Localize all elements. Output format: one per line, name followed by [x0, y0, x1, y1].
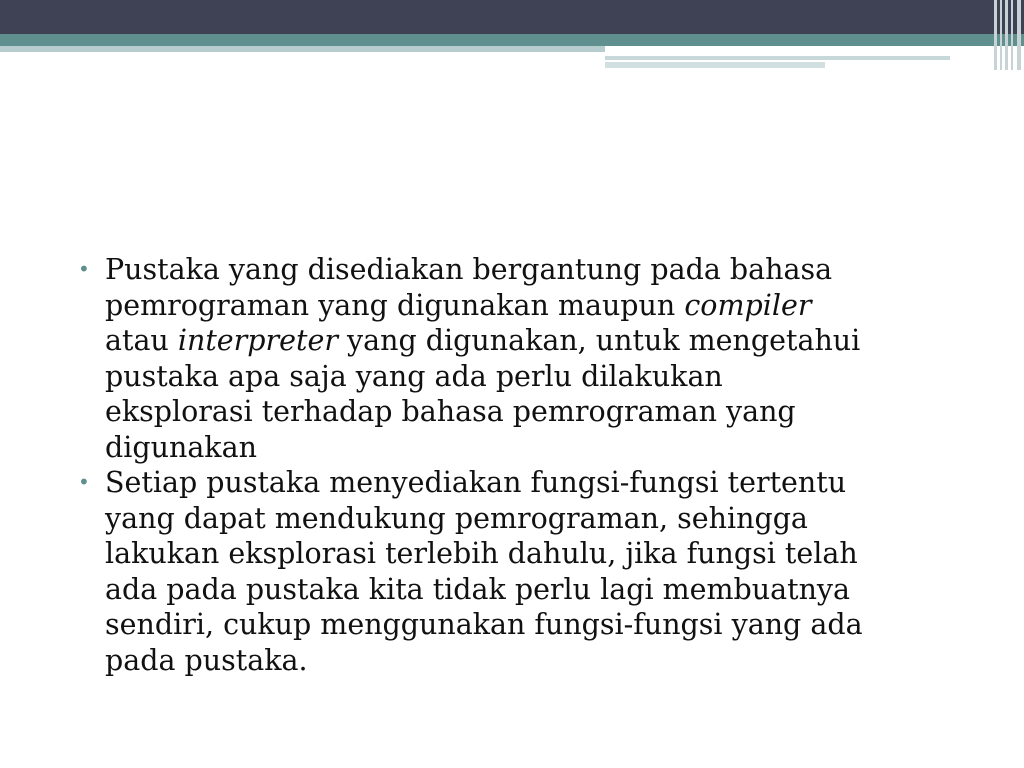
- text-line: eksplorasi terhadap bahasa pemrograman yang: [105, 395, 796, 428]
- bullet-icon: •: [78, 257, 90, 281]
- bullet-icon: •: [78, 470, 90, 494]
- text-run-italic: compiler: [684, 288, 812, 322]
- text-run: atau: [105, 324, 178, 357]
- text-line: digunakan: [105, 430, 257, 464]
- text-line: Setiap pustaka menyediakan fungsi-fungsi tertentu: [105, 466, 847, 499]
- text-line: sendiri, cukup menggunakan fungsi-fungsi yang ada: [105, 608, 863, 641]
- text-run-italic: interpreter: [177, 324, 338, 357]
- text-line: Pustaka yang disediakan bergantung pada bahasa: [105, 253, 833, 286]
- header-stripe: [605, 62, 825, 68]
- bullet-text: [105, 465, 978, 678]
- text-run: pemrograman yang digunakan maupun: [105, 288, 685, 322]
- text-line: [105, 288, 978, 324]
- slide-body: [78, 252, 978, 678]
- list-item: [78, 252, 978, 465]
- header-gap: [605, 46, 1024, 56]
- header-right-bars: [990, 0, 1024, 70]
- list-item: [78, 465, 978, 678]
- text-line: ada pada pustaka kita tidak perlu lagi membuatnya: [105, 572, 851, 606]
- text-line: yang dapat mendukung pemrograman, sehingga: [105, 501, 808, 535]
- text-run: yang digunakan, untuk mengetahui: [337, 324, 861, 357]
- header-teal-band: [0, 34, 1024, 46]
- bullet-list: [78, 252, 978, 678]
- text-line: pustaka apa saja yang ada perlu dilakukan: [105, 359, 723, 393]
- header-stripe: [605, 56, 950, 60]
- text-line: pada pustaka.: [105, 643, 308, 677]
- text-line: [105, 323, 978, 359]
- bullet-text: [105, 252, 978, 465]
- text-line: lakukan eksplorasi terlebih dahulu, jika fungsi telah: [105, 537, 858, 570]
- header-dark-band: [0, 0, 1024, 34]
